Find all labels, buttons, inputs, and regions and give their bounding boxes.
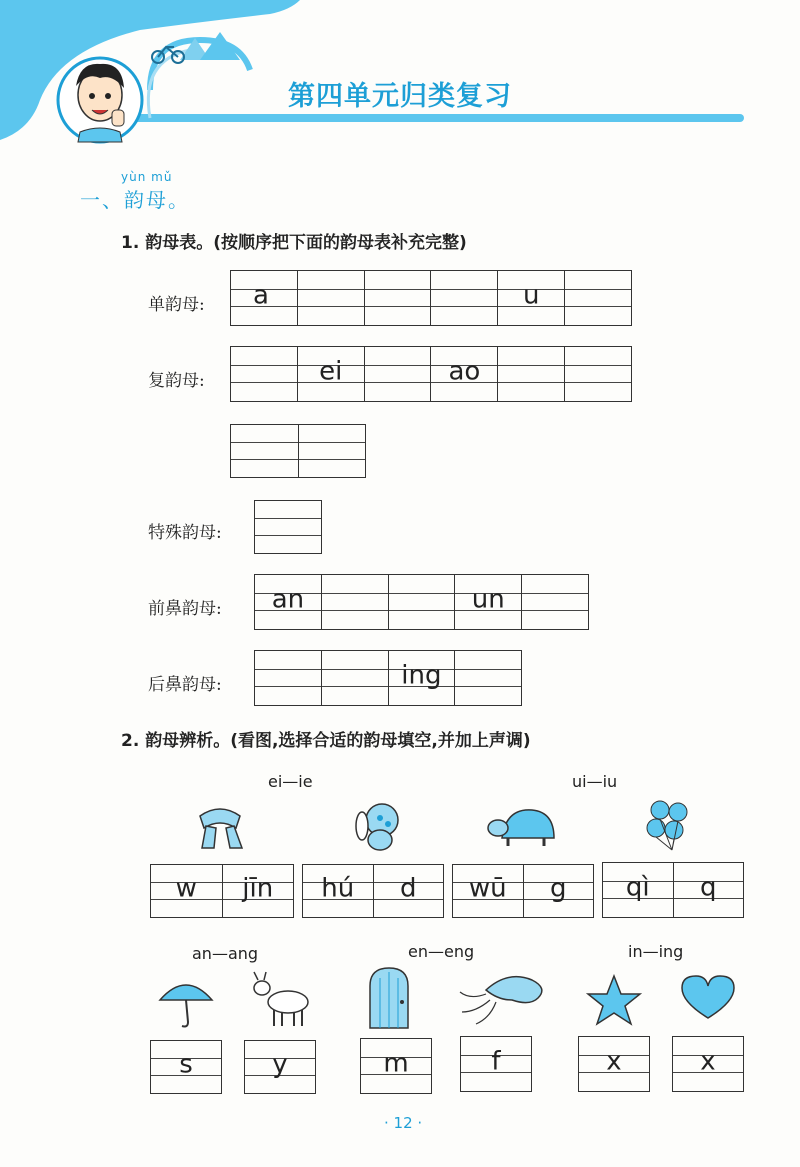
door-icon: [366, 966, 412, 1030]
single-finals-label: 单韵母:: [148, 295, 205, 315]
grid-cell[interactable]: q: [699, 872, 717, 903]
balloons-icon: [642, 796, 698, 856]
grid-cell[interactable]: an: [255, 575, 322, 629]
answer-grid: [244, 1040, 316, 1094]
answer-grid: [578, 1036, 650, 1092]
answer-grid: [150, 864, 294, 918]
answer-grid: [452, 864, 594, 918]
grid-cell[interactable]: s: [179, 1049, 193, 1080]
grid-cell[interactable]: f: [491, 1046, 501, 1077]
special-finals-grid: [254, 500, 322, 554]
grid-cell[interactable]: [322, 651, 389, 705]
answer-grid: [360, 1038, 432, 1094]
grid-cell[interactable]: a: [231, 271, 298, 325]
answer-grid: [302, 864, 444, 918]
grid-cell[interactable]: [255, 501, 321, 553]
wind-icon: [456, 970, 548, 1026]
grid-cell[interactable]: ei: [298, 347, 365, 401]
grid-cell[interactable]: u: [498, 271, 565, 325]
grid-cell[interactable]: g: [549, 873, 567, 904]
grid-cell[interactable]: wū: [453, 865, 524, 917]
grid-cell[interactable]: [322, 575, 389, 629]
back-nasal-finals-label: 后鼻韵母:: [148, 675, 222, 695]
grid-cell[interactable]: [365, 347, 432, 401]
back-nasal-finals-grid: [254, 650, 522, 706]
grid-cell[interactable]: ing: [389, 651, 456, 705]
grid-cell[interactable]: hú: [303, 865, 374, 917]
final-pair-label: in—ing: [628, 942, 684, 961]
grid-cell[interactable]: y: [272, 1049, 288, 1080]
front-nasal-finals-grid: [254, 574, 589, 630]
grid-cell[interactable]: x: [700, 1046, 716, 1077]
grid-cell[interactable]: [298, 271, 365, 325]
turtle-icon: [486, 802, 558, 852]
grid-cell[interactable]: d: [399, 873, 417, 904]
grid-cell[interactable]: [431, 271, 498, 325]
section-pinyin: yùn mǔ: [121, 170, 173, 184]
grid-cell[interactable]: jīn: [242, 873, 274, 904]
final-pair-label: ui—iu: [572, 772, 618, 791]
boy-mascot-icon: [58, 58, 142, 142]
grid-cell[interactable]: [231, 425, 299, 477]
front-nasal-finals-label: 前鼻韵母:: [148, 599, 222, 619]
compound-finals-grid-2: [230, 424, 366, 478]
grid-cell[interactable]: [522, 575, 588, 629]
compound-finals-label: 复韵母:: [148, 371, 205, 391]
question-1-title: 1. 韵母表。(按顺序把下面的韵母表补充完整): [121, 233, 467, 253]
single-finals-grid: [230, 270, 632, 326]
grid-cell[interactable]: qì: [603, 863, 674, 917]
answer-grid: [150, 1040, 222, 1094]
answer-grid: [672, 1036, 744, 1092]
final-pair-label: en—eng: [408, 942, 475, 961]
grid-cell[interactable]: ao: [431, 347, 498, 401]
heart-icon: [678, 974, 738, 1020]
butterfly-icon: [346, 800, 402, 852]
grid-cell[interactable]: [455, 651, 521, 705]
special-finals-label: 特殊韵母:: [148, 523, 222, 543]
final-pair-label: an—ang: [192, 944, 259, 963]
grid-cell[interactable]: x: [606, 1046, 622, 1077]
grid-cell[interactable]: [498, 347, 565, 401]
grid-cell[interactable]: [231, 347, 298, 401]
grid-cell[interactable]: [389, 575, 456, 629]
goat-icon: [248, 970, 314, 1030]
grid-cell[interactable]: un: [455, 575, 522, 629]
compound-finals-grid: [230, 346, 632, 402]
grid-cell[interactable]: [565, 347, 631, 401]
section-title: 一、韵母。: [80, 188, 190, 212]
page-title: 第四单元归类复习: [288, 81, 512, 112]
final-pair-label: ei—ie: [268, 772, 313, 791]
scarf-icon: [192, 802, 248, 854]
page-number: · 12 ·: [384, 1114, 423, 1132]
question-2-title: 2. 韵母辨析。(看图,选择合适的韵母填空,并加上声调): [121, 731, 531, 751]
grid-cell[interactable]: [299, 425, 366, 477]
star-icon: [584, 974, 644, 1026]
answer-grid: [602, 862, 744, 918]
grid-cell[interactable]: [255, 651, 322, 705]
grid-cell[interactable]: [565, 271, 631, 325]
grid-cell[interactable]: w: [151, 865, 223, 917]
umbrella-icon: [156, 974, 216, 1032]
grid-cell[interactable]: m: [383, 1048, 409, 1079]
answer-grid: [460, 1036, 532, 1092]
grid-cell[interactable]: [365, 271, 432, 325]
